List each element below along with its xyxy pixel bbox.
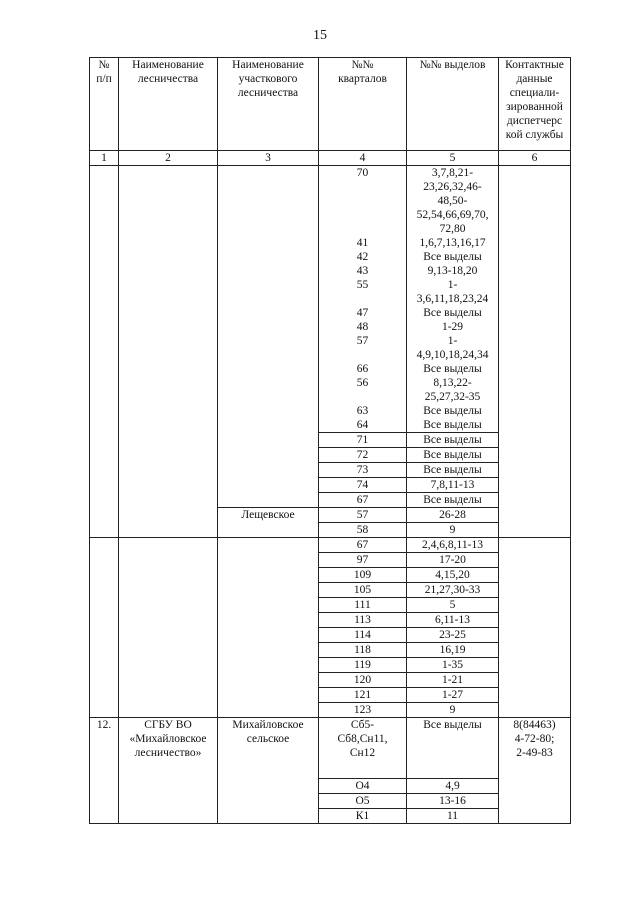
page-number: 15: [313, 28, 327, 43]
entry-number-cell: 12.: [90, 718, 119, 824]
allotments-cell: 1- 4,9,10,18,24,34: [407, 334, 499, 362]
contacts-cell: [499, 538, 571, 718]
allotments-cell: Все выделы: [407, 250, 499, 264]
quarter-number-cell: О4: [319, 779, 407, 794]
allotments-cell: Все выделы: [407, 362, 499, 376]
header-cell-district-forestry: Наименование участкового лесничества: [218, 58, 319, 151]
allotments-cell: Все выделы: [407, 493, 499, 508]
quarter-number-cell: 57: [319, 508, 407, 523]
allotments-cell: 2,4,6,8,11-13: [407, 538, 499, 553]
entry-number-cell: [90, 166, 119, 538]
district-forestry-cell: [218, 538, 319, 718]
table-row: [90, 538, 571, 553]
quarter-number-cell: 70: [319, 166, 407, 237]
allotments-cell: 3,7,8,21- 23,26,32,46- 48,50- 52,54,66,69,70, 72,80: [407, 166, 499, 237]
quarter-number-cell: 72: [319, 448, 407, 463]
contacts-cell: [499, 166, 571, 538]
allotments-cell: 11: [407, 809, 499, 824]
allotments-cell: 5: [407, 598, 499, 613]
allotments-cell: Все выделы: [407, 433, 499, 448]
quarter-number-cell: 71: [319, 433, 407, 448]
quarter-number-cell: 120: [319, 673, 407, 688]
quarter-number-cell: 56: [319, 376, 407, 404]
allotments-cell: 1,6,7,13,16,17: [407, 236, 499, 250]
quarter-number-cell: 109: [319, 568, 407, 583]
allotments-cell: 21,27,30-33: [407, 583, 499, 598]
forestry-table: [89, 57, 571, 824]
forestry-name-cell: СГБУ ВО «Михайловское лесничество»: [119, 718, 218, 824]
header-row: [90, 58, 571, 151]
quarter-number-cell: Сб5- Сб8,Сн11, Сн12: [319, 718, 407, 779]
quarter-number-cell: 41: [319, 236, 407, 250]
quarter-number-cell: 64: [319, 418, 407, 433]
district-forestry-cell: [218, 166, 319, 508]
column-number: 3: [218, 151, 319, 166]
allotments-cell: 17-20: [407, 553, 499, 568]
allotments-cell: Все выделы: [407, 718, 499, 779]
allotments-cell: 6,11-13: [407, 613, 499, 628]
allotments-cell: 1- 3,6,11,18,23,24: [407, 278, 499, 306]
district-forestry-cell: Михайловское сельское: [218, 718, 319, 824]
quarter-number-cell: 67: [319, 538, 407, 553]
quarter-number-cell: 67: [319, 493, 407, 508]
allotments-cell: Все выделы: [407, 418, 499, 433]
allotments-cell: 9,13-18,20: [407, 264, 499, 278]
quarter-number-cell: 111: [319, 598, 407, 613]
allotments-cell: 1-35: [407, 658, 499, 673]
quarter-number-cell: 55: [319, 278, 407, 306]
quarter-number-cell: 48: [319, 320, 407, 334]
allotments-cell: 1-29: [407, 320, 499, 334]
quarter-number-cell: 113: [319, 613, 407, 628]
quarter-number-cell: 73: [319, 463, 407, 478]
allotments-cell: 23-25: [407, 628, 499, 643]
quarter-number-cell: 105: [319, 583, 407, 598]
quarter-number-cell: 119: [319, 658, 407, 673]
quarter-number-cell: 123: [319, 703, 407, 718]
header-cell-allotments: №№ выделов: [407, 58, 499, 151]
quarter-number-cell: 121: [319, 688, 407, 703]
header-cell-number: № п/п: [90, 58, 119, 151]
quarter-number-cell: 42: [319, 250, 407, 264]
allotments-cell: Все выделы: [407, 306, 499, 320]
column-number: 2: [119, 151, 218, 166]
allotments-cell: 8,13,22- 25,27,32-35: [407, 376, 499, 404]
column-number-row: [90, 151, 571, 166]
district-forestry-cell: Лещевское: [218, 508, 319, 538]
column-number: 1: [90, 151, 119, 166]
allotments-cell: 9: [407, 523, 499, 538]
allotments-cell: 26-28: [407, 508, 499, 523]
allotments-cell: 7,8,11-13: [407, 478, 499, 493]
entry-number-cell: [90, 538, 119, 718]
quarter-number-cell: 43: [319, 264, 407, 278]
allotments-cell: 4,9: [407, 779, 499, 794]
quarter-number-cell: 58: [319, 523, 407, 538]
allotments-cell: Все выделы: [407, 404, 499, 418]
header-cell-quarters: №№ кварталов: [319, 58, 407, 151]
quarter-number-cell: 66: [319, 362, 407, 376]
quarter-number-cell: 63: [319, 404, 407, 418]
allotments-cell: Все выделы: [407, 463, 499, 478]
quarter-number-cell: 118: [319, 643, 407, 658]
quarter-number-cell: 74: [319, 478, 407, 493]
header-cell-forestry: Наименование лесничества: [119, 58, 218, 151]
column-number: 4: [319, 151, 407, 166]
table-row: [90, 166, 571, 237]
contacts-cell: 8(84463) 4-72-80; 2-49-83: [499, 718, 571, 824]
allotments-cell: 9: [407, 703, 499, 718]
forestry-name-cell: [119, 166, 218, 538]
header-cell-contacts: Контактные данные специали- зированной диспетчерс кой службы: [499, 58, 571, 151]
allotments-cell: 4,15,20: [407, 568, 499, 583]
allotments-cell: 13-16: [407, 794, 499, 809]
table-row: [90, 718, 571, 779]
allotments-cell: 1-21: [407, 673, 499, 688]
quarter-number-cell: 57: [319, 334, 407, 362]
allotments-cell: 16,19: [407, 643, 499, 658]
quarter-number-cell: К1: [319, 809, 407, 824]
quarter-number-cell: 97: [319, 553, 407, 568]
quarter-number-cell: О5: [319, 794, 407, 809]
quarter-number-cell: 114: [319, 628, 407, 643]
column-number: 6: [499, 151, 571, 166]
forestry-name-cell: [119, 538, 218, 718]
allotments-cell: Все выделы: [407, 448, 499, 463]
quarter-number-cell: 47: [319, 306, 407, 320]
allotments-cell: 1-27: [407, 688, 499, 703]
column-number: 5: [407, 151, 499, 166]
